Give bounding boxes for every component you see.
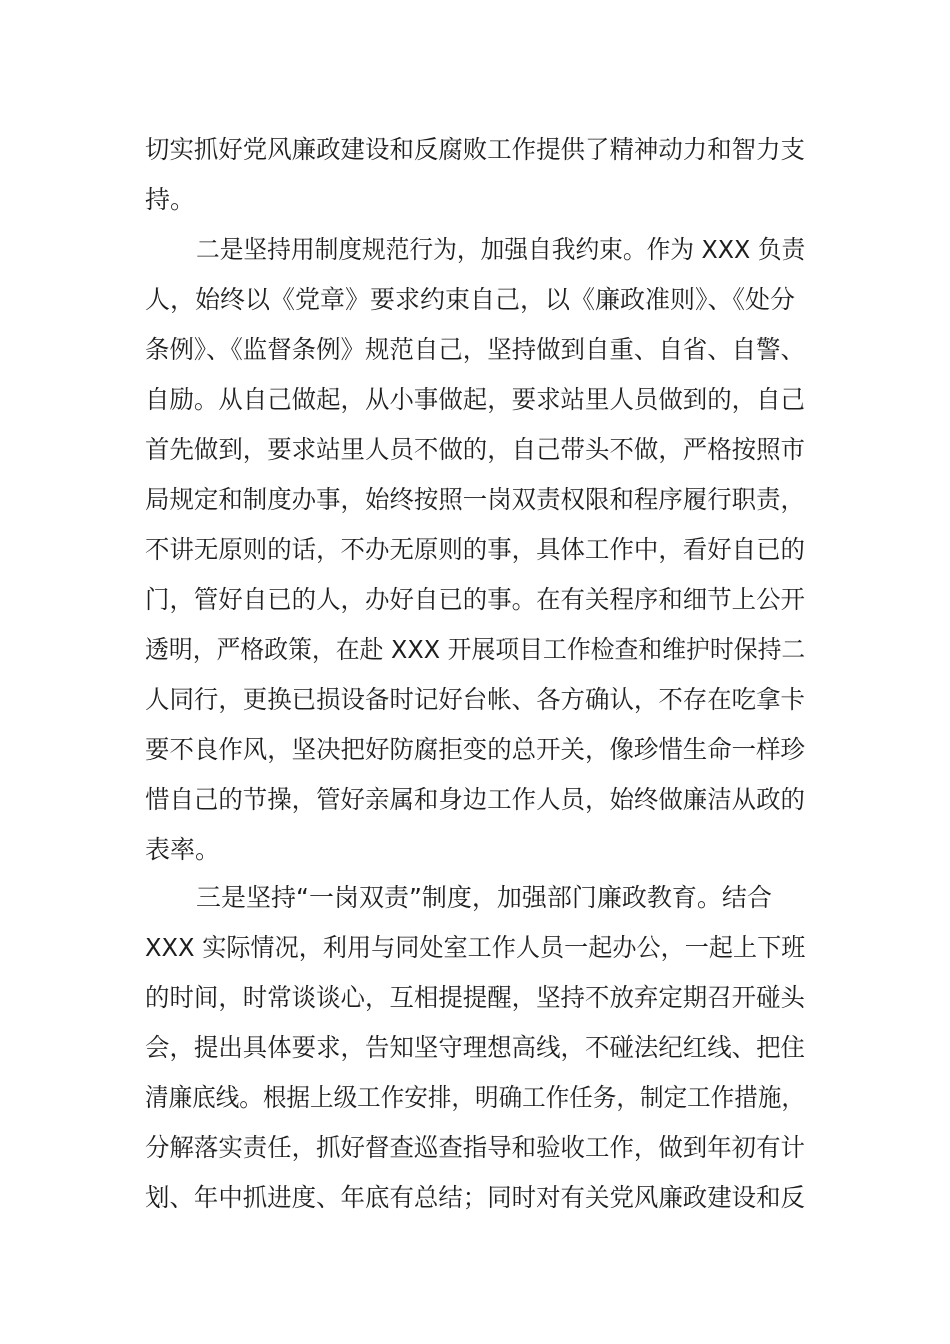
paragraph-start-line: 二是坚持用制度规范行为，加强自我约束。作为 XXX 负责 bbox=[196, 235, 806, 264]
text-line: 条例》、《监督条例》规范自己，坚持做到自重、自省、自警、 bbox=[145, 335, 806, 364]
text-line: 表率。 bbox=[145, 835, 221, 864]
text-line: 自励。从自己做起，从小事做起，要求站里人员做到的，自己 bbox=[145, 385, 806, 414]
text-line: 切实抓好党风廉政建设和反腐败工作提供了精神动力和智力支 bbox=[145, 135, 806, 164]
text-line: 人，始终以《党章》要求约束自己，以《廉政准则》、《处分 bbox=[145, 285, 796, 314]
text-line: 清廉底线。根据上级工作安排，明确工作任务，制定工作措施， bbox=[145, 1083, 806, 1112]
paragraph-start-line: 三是坚持“一岗双责”制度，加强部门廉政教育。结合 bbox=[196, 883, 772, 912]
text-line: 不讲无原则的话，不办无原则的事，具体工作中，看好自已的 bbox=[145, 535, 806, 564]
text-line: 人同行，更换已损设备时记好台帐、各方确认，不存在吃拿卡 bbox=[145, 685, 806, 714]
text-line: 透明，严格政策，在赴 XXX 开展项目工作检查和维护时保持二 bbox=[145, 635, 806, 664]
text-line: 惜自己的节操，管好亲属和身边工作人员，始终做廉洁从政的 bbox=[145, 785, 806, 814]
text-line: 分解落实责任，抓好督查巡查指导和验收工作，做到年初有计 bbox=[145, 1133, 806, 1162]
text-line: XXX 实际情况，利用与同处室工作人员一起办公，一起上下班 bbox=[145, 933, 806, 962]
text-line: 要不良作风，坚决把好防腐拒变的总开关，像珍惜生命一样珍 bbox=[145, 735, 806, 764]
text-line: 的时间，时常谈谈心，互相提提醒，坚持不放弃定期召开碰头 bbox=[145, 983, 806, 1012]
text-line: 首先做到，要求站里人员不做的，自己带头不做，严格按照市 bbox=[145, 435, 806, 464]
text-line: 持。 bbox=[145, 185, 196, 214]
text-line: 局规定和制度办事，始终按照一岗双责权限和程序履行职责， bbox=[145, 485, 806, 514]
text-line: 门，管好自已的人，办好自已的事。在有关程序和细节上公开 bbox=[145, 585, 806, 614]
text-line: 会，提出具体要求，告知坚守理想高线，不碰法纪红线、把住 bbox=[145, 1033, 806, 1062]
text-line: 划、年中抓进度、年底有总结；同时对有关党风廉政建设和反 bbox=[145, 1183, 806, 1212]
